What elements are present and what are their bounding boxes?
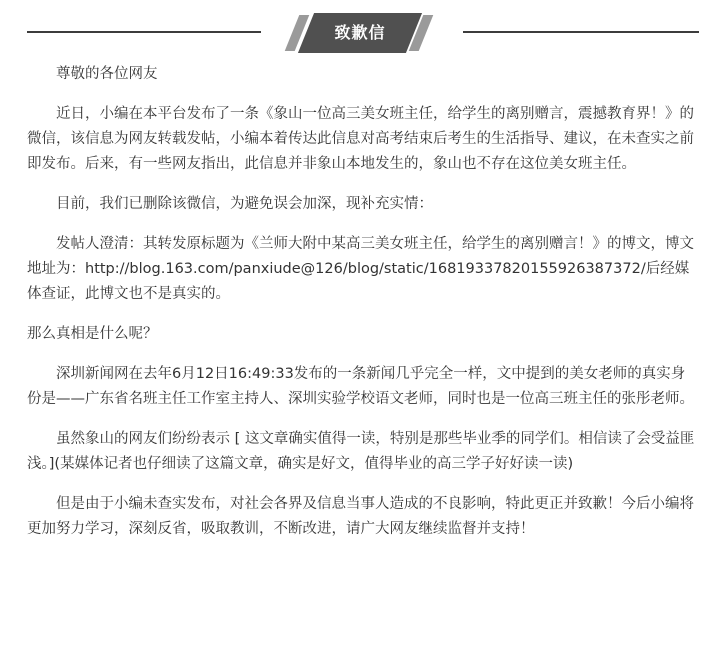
paragraph-intro: 近日，小编在本平台发布了一条《象山一位高三美女班主任，给学生的离别赠言，震撼教育界！》的微信，该信息为网友转载发帖，小编本着传达此信息对高考结束后考生的生活指导、建议，在未查实之前即发布。后来，有一些网友指出，此信息并非象山本地发生的，象山也不存在这位美女班主任。 xyxy=(27,106,694,172)
header-divider-right xyxy=(463,31,699,33)
paragraph-apology: 但是由于小编未查实发布，对社会各界及信息当事人造成的不良影响，特此更正并致歉！今后小编将更加努力学习，深刻反省，吸取教训，不断改进，请广大网友继续监督并支持！ xyxy=(27,496,694,537)
letter-body xyxy=(27,62,699,557)
paragraph-deleted-notice: 目前，我们已删除该微信，为避免误会加深，现补充实情： xyxy=(56,196,433,212)
paragraph-poster-clarification: 发帖人澄清：其转发原标题为《兰师大附中某高三美女班主任，给学生的离别赠言！》的博文，博文地址为：http://blog.163.com/panxiude@126/blog/static/16819337820155926387372/后经媒体查证，此博文也不是真实的。 xyxy=(27,236,694,302)
paragraph-netizen-comments: 虽然象山的网友们纷纷表示 [ 这文章确实值得一读，特别是那些毕业季的同学们。相信读了会受益匪浅。](某媒体记者也仔细读了这篇文章，确实是好文，值得毕业的高三学子好好读一读) xyxy=(27,431,695,472)
paragraph-truth-question: 那么真相是什么呢？ xyxy=(27,326,158,342)
letter-title: 致歉信 xyxy=(334,23,386,42)
salutation: 尊敬的各位网友 xyxy=(56,66,158,82)
header-divider-left xyxy=(27,31,261,33)
letter-header xyxy=(0,0,717,60)
paragraph-shenzhen-news: 深圳新闻网在去年6月12日16:49:33发布的一条新闻几乎完全一样，文中提到的美女老师的真实身份是——广东省名班主任工作室主持人、深圳实验学校语文老师，同时也是一位高三班主任的张彤老师。 xyxy=(27,366,694,407)
